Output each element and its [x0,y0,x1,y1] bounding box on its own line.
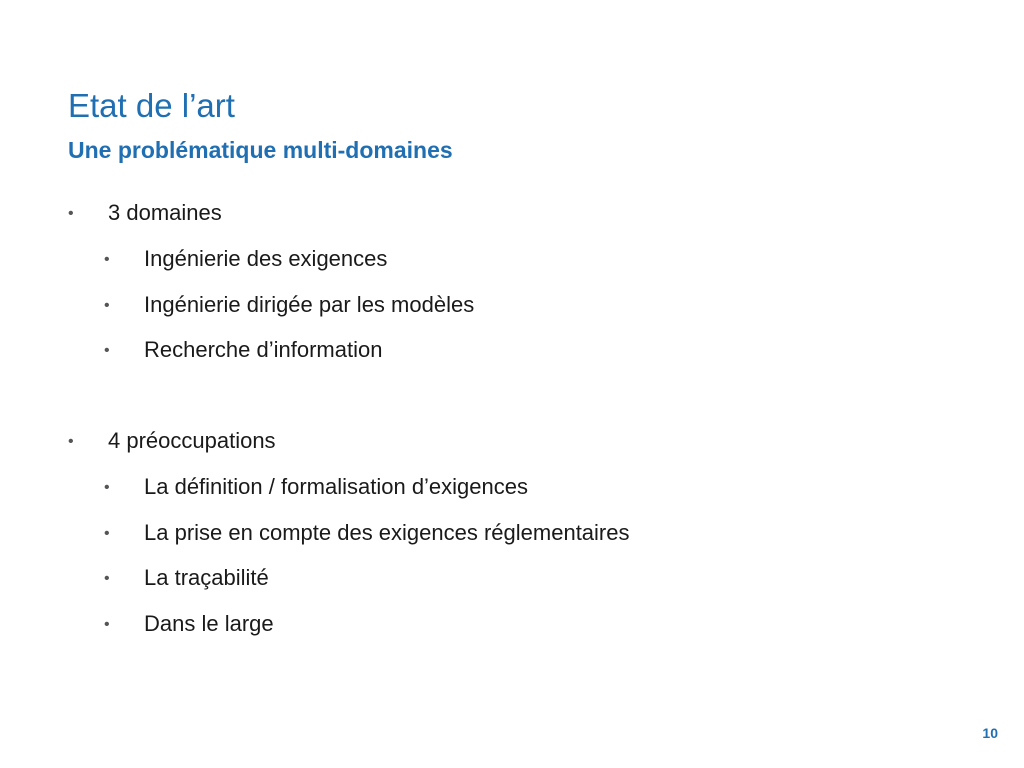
bullet-icon: • [104,616,110,633]
sub-bullet-item [104,519,630,548]
sub-bullet-item [104,610,274,639]
bullet-icon: • [104,251,110,268]
bullet-icon: • [68,205,74,222]
slide-subtitle: Une problématique multi-domaines [68,137,453,163]
bullet-icon: • [104,570,110,587]
sub-bullet-label: Dans le large [144,611,274,636]
slide-title: Etat de l’art [68,87,235,124]
sub-bullet-label: La prise en compte des exigences réglementaires [144,520,630,545]
bullet-label: 3 domaines [108,200,222,225]
bullet-item-preoccupations [68,427,276,456]
sub-bullet-label: Recherche d’information [144,337,383,362]
sub-bullet-item [104,336,382,365]
page-number: 10 [982,725,998,741]
bullet-icon: • [104,297,110,314]
sub-bullet-label: Ingénierie des exigences [144,246,388,271]
sub-bullet-item [104,473,528,502]
bullet-icon: • [104,525,110,542]
sub-bullet-item [104,245,387,274]
bullet-label: 4 préoccupations [108,428,276,453]
sub-bullet-label: Ingénierie dirigée par les modèles [144,292,475,317]
bullet-item-domaines [68,199,222,228]
sub-bullet-label: La définition / formalisation d’exigences [144,474,529,499]
bullet-icon: • [104,479,110,496]
bullet-icon: • [104,342,110,359]
sub-bullet-label: La traçabilité [144,565,269,590]
bullet-icon: • [68,433,74,450]
sub-bullet-item [104,564,269,593]
sub-bullet-item [104,291,474,320]
